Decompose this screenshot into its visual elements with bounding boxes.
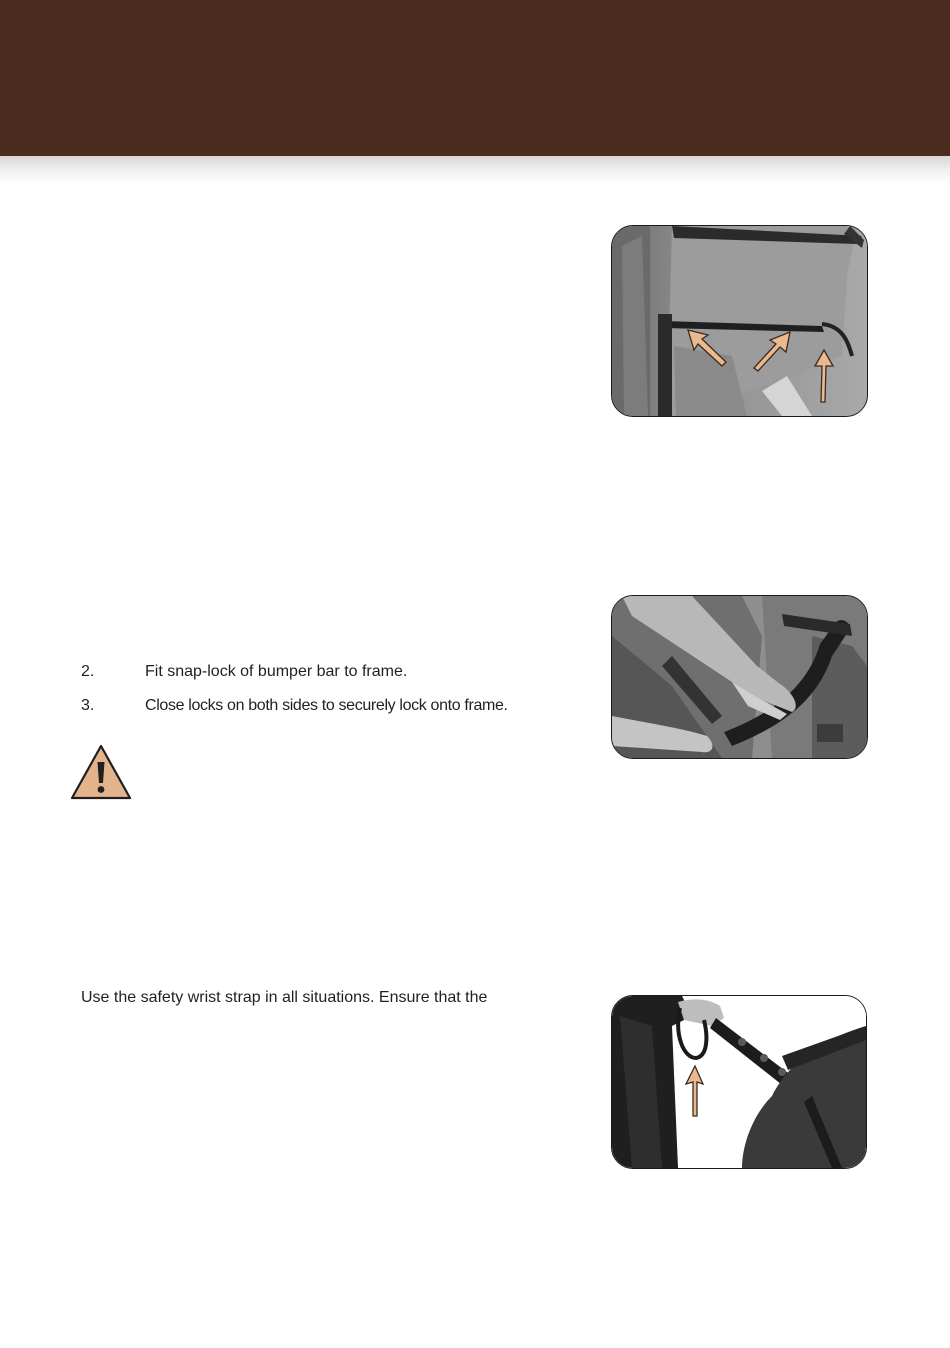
wrist-strap-paragraph: Use the safety wrist strap in all situations. Ensure that the <box>81 989 488 1006</box>
seat-back-straps-photo <box>611 225 868 417</box>
bumper-bar-fitting-photo <box>611 595 868 759</box>
step-number: 3. <box>81 697 95 714</box>
step-text: Close locks on both sides to securely lock onto frame. <box>145 697 508 714</box>
header-band <box>0 0 950 156</box>
step-number: 2. <box>81 663 95 680</box>
warning-triangle-icon <box>69 743 133 801</box>
header-shadow <box>0 156 950 184</box>
wrist-strap-photo <box>611 995 867 1169</box>
step-text: Fit snap-lock of bumper bar to frame. <box>145 663 408 680</box>
